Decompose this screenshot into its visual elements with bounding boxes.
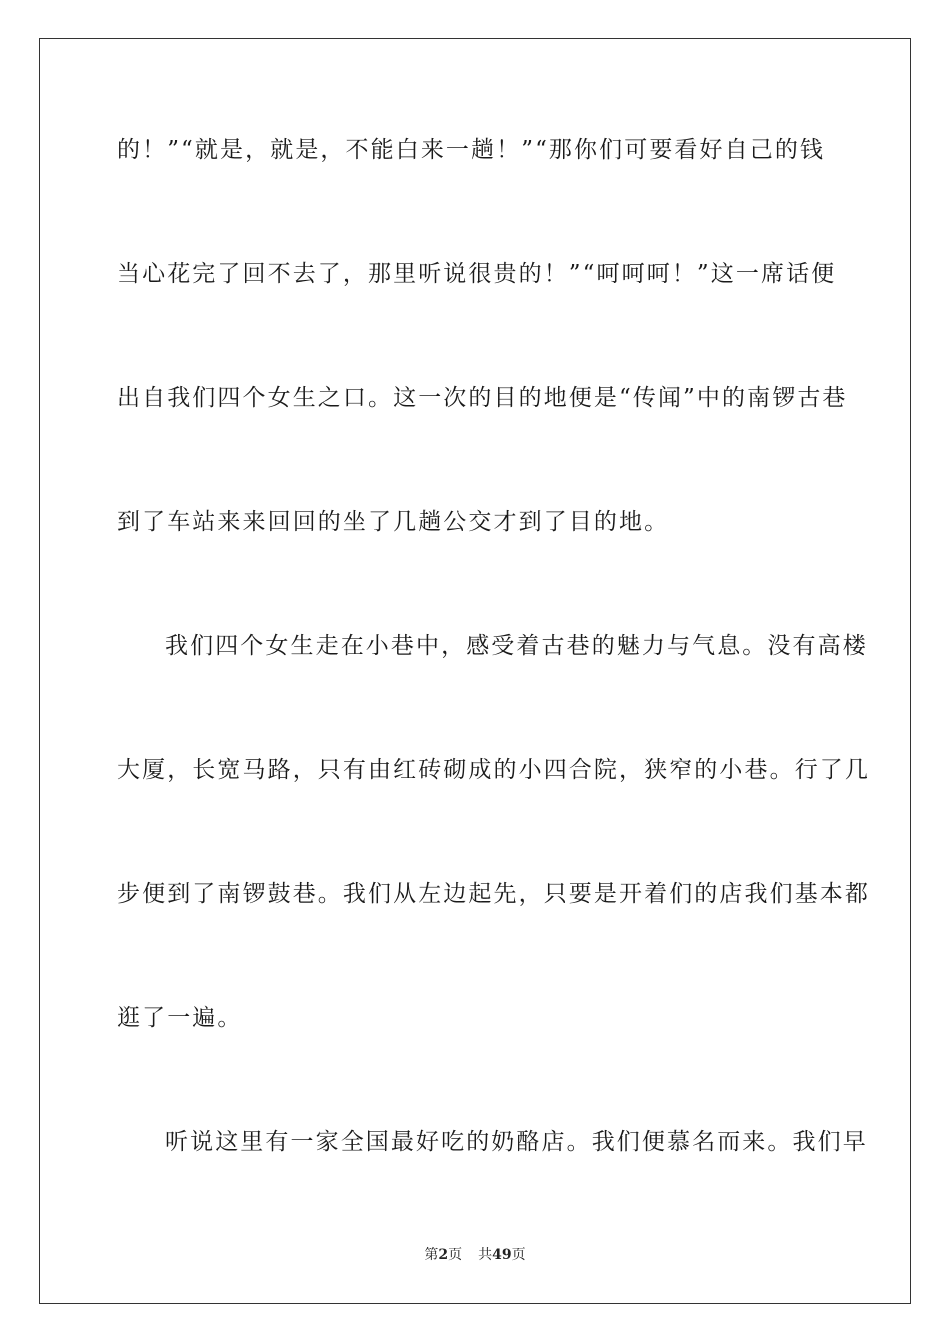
paragraph-line: 的！”“就是，就是，不能白来一趟！”“那你们可要看好自己的钱 xyxy=(117,137,826,163)
total-prefix: 共 xyxy=(478,1247,493,1263)
page-footer xyxy=(0,1246,950,1264)
paragraph-line: 逛了一遍。 xyxy=(117,1005,243,1031)
paragraph-line: 到了车站来来回回的坐了几趟公交才到了目的地。 xyxy=(117,509,670,535)
paragraph-line: 听说这里有一家全国最好吃的奶酪店。我们便慕名而来。我们早 xyxy=(165,1129,868,1155)
page-suffix: 页 xyxy=(448,1247,463,1263)
paragraph-line: 我们四个女生走在小巷中，感受着古巷的魅力与气息。没有高楼 xyxy=(165,633,868,659)
page-border xyxy=(39,38,911,1304)
paragraph-line: 出自我们四个女生之口。这一次的目的地便是“传闻”中的南锣古巷 xyxy=(117,385,848,411)
total-suffix: 页 xyxy=(511,1247,526,1263)
paragraph-line: 大厦，长宽马路，只有由红砖砌成的小四合院，狭窄的小巷。行了几 xyxy=(117,757,870,783)
page-prefix: 第 xyxy=(424,1247,439,1263)
paragraph-line: 当心花完了回不去了，那里听说很贵的！”“呵呵呵！”这一席话便 xyxy=(117,261,837,287)
paragraph-line: 步便到了南锣鼓巷。我们从左边起先，只要是开着们的店我们基本都 xyxy=(117,881,870,907)
page-number: 2 xyxy=(438,1247,449,1263)
total-pages: 49 xyxy=(492,1247,512,1263)
